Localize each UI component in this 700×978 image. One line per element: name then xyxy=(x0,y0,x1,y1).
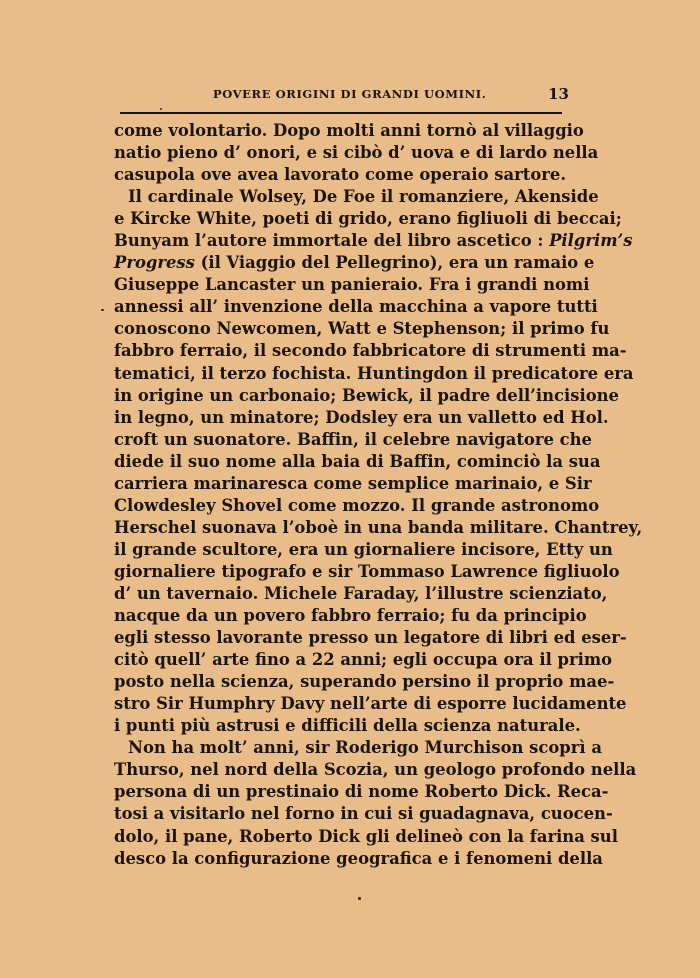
text-line: giornaliere tipografo e sir Tommaso Lawrence figliuolo xyxy=(114,561,620,581)
text-fragment: (il Viaggio del Pellegrino), era un ramaio e xyxy=(194,253,595,273)
text-line: carriera marinaresca come semplice marinaio, e Sir xyxy=(114,473,592,493)
text-line-with-italic xyxy=(114,230,633,252)
text-line: in legno, un minatore; Dodsley era un valletto ed Hol. xyxy=(114,407,609,427)
text-line: tematici, il terzo fochista. Huntingdon il predicatore era xyxy=(114,363,634,383)
paragraph-start-line: Non ha molt’ anni, sir Roderigo Murchison scoprì a xyxy=(128,738,602,758)
paper-speck xyxy=(160,108,162,110)
text-line: Herschel suonava l’oboè in una banda militare. Chantrey, xyxy=(114,517,643,537)
text-line: stro Sir Humphry Davy nell’arte di esporre lucidamente xyxy=(114,694,627,714)
text-line: in origine un carbonaio; Bewick, il padre dell’incisione xyxy=(114,385,619,405)
text-line: d’ un tavernaio. Michele Faraday, l’illustre scienziato, xyxy=(114,583,608,603)
text-line: nacque da un povero fabbro ferraio; fu da principio xyxy=(114,606,587,626)
paragraph-start-line: Il cardinale Wolsey, De Foe il romanziere, Akenside xyxy=(128,187,599,207)
text-line: egli stesso lavorante presso un legatore di libri ed eser- xyxy=(114,628,627,648)
text-line: dolo, il pane, Roberto Dick gli delineò con la farina sul xyxy=(114,826,618,846)
running-title: POVERE ORIGINI DI GRANDI UOMINI. xyxy=(213,87,487,101)
text-line: Clowdesley Shovel come mozzo. Il grande astronomo xyxy=(114,495,600,515)
text-line: conoscono Newcomen, Watt e Stephenson; il primo fu xyxy=(114,319,610,339)
italic-title-pilgrim: Pilgrim’s xyxy=(549,231,633,251)
header-rule xyxy=(120,112,562,114)
text-line: il grande scultore, era un giornaliere incisore, Etty un xyxy=(114,539,613,559)
text-line: desco la configurazione geografica e i fenomeni della xyxy=(114,848,603,868)
text-line: croft un suonatore. Baffin, il celebre navigatore che xyxy=(114,429,592,449)
text-line: Thurso, nel nord della Scozia, un geologo profondo nella xyxy=(114,760,637,780)
italic-title-progress: Progress xyxy=(114,253,195,273)
paper-speck xyxy=(101,309,104,311)
paper-speck xyxy=(358,897,361,900)
text-line: posto nella scienza, superando persino il proprio mae- xyxy=(114,672,615,692)
text-line: citò quell’ arte fino a 22 anni; egli occupa ora il primo xyxy=(114,650,613,670)
text-line: tosi a visitarlo nel forno in cui si guadagnava, cuocen- xyxy=(114,804,613,824)
text-line: Giuseppe Lancaster un panieraio. Fra i grandi nomi xyxy=(114,275,590,295)
text-line: come volontario. Dopo molti anni tornò al villaggio xyxy=(114,121,584,140)
text-line: annessi all’ invenzione della macchina a vapore tutti xyxy=(114,297,598,317)
text-line: casupola ove avea lavorato come operaio sartore. xyxy=(114,165,567,185)
text-line: fabbro ferraio, il secondo fabbricatore di strumenti ma- xyxy=(114,341,627,361)
text-line: diede il suo nome alla baia di Baffin, cominciò la sua xyxy=(114,451,601,471)
text-line: natio pieno d’ onori, e si cibò d’ uova e di lardo nella xyxy=(114,143,599,163)
text-line: i punti più astrusi e difficili della scienza naturale. xyxy=(114,716,581,736)
text-fragment: Bunyam l’autore immortale del libro ascetico : xyxy=(114,231,550,251)
page-header xyxy=(114,87,569,107)
page-number: 13 xyxy=(548,85,569,103)
text-line-with-italic xyxy=(114,252,595,274)
body-text xyxy=(114,120,643,870)
text-line: e Kircke White, poeti di grido, erano figliuoli di beccai; xyxy=(114,209,622,229)
text-line: persona di un prestinaio di nome Roberto Dick. Reca- xyxy=(114,782,609,802)
